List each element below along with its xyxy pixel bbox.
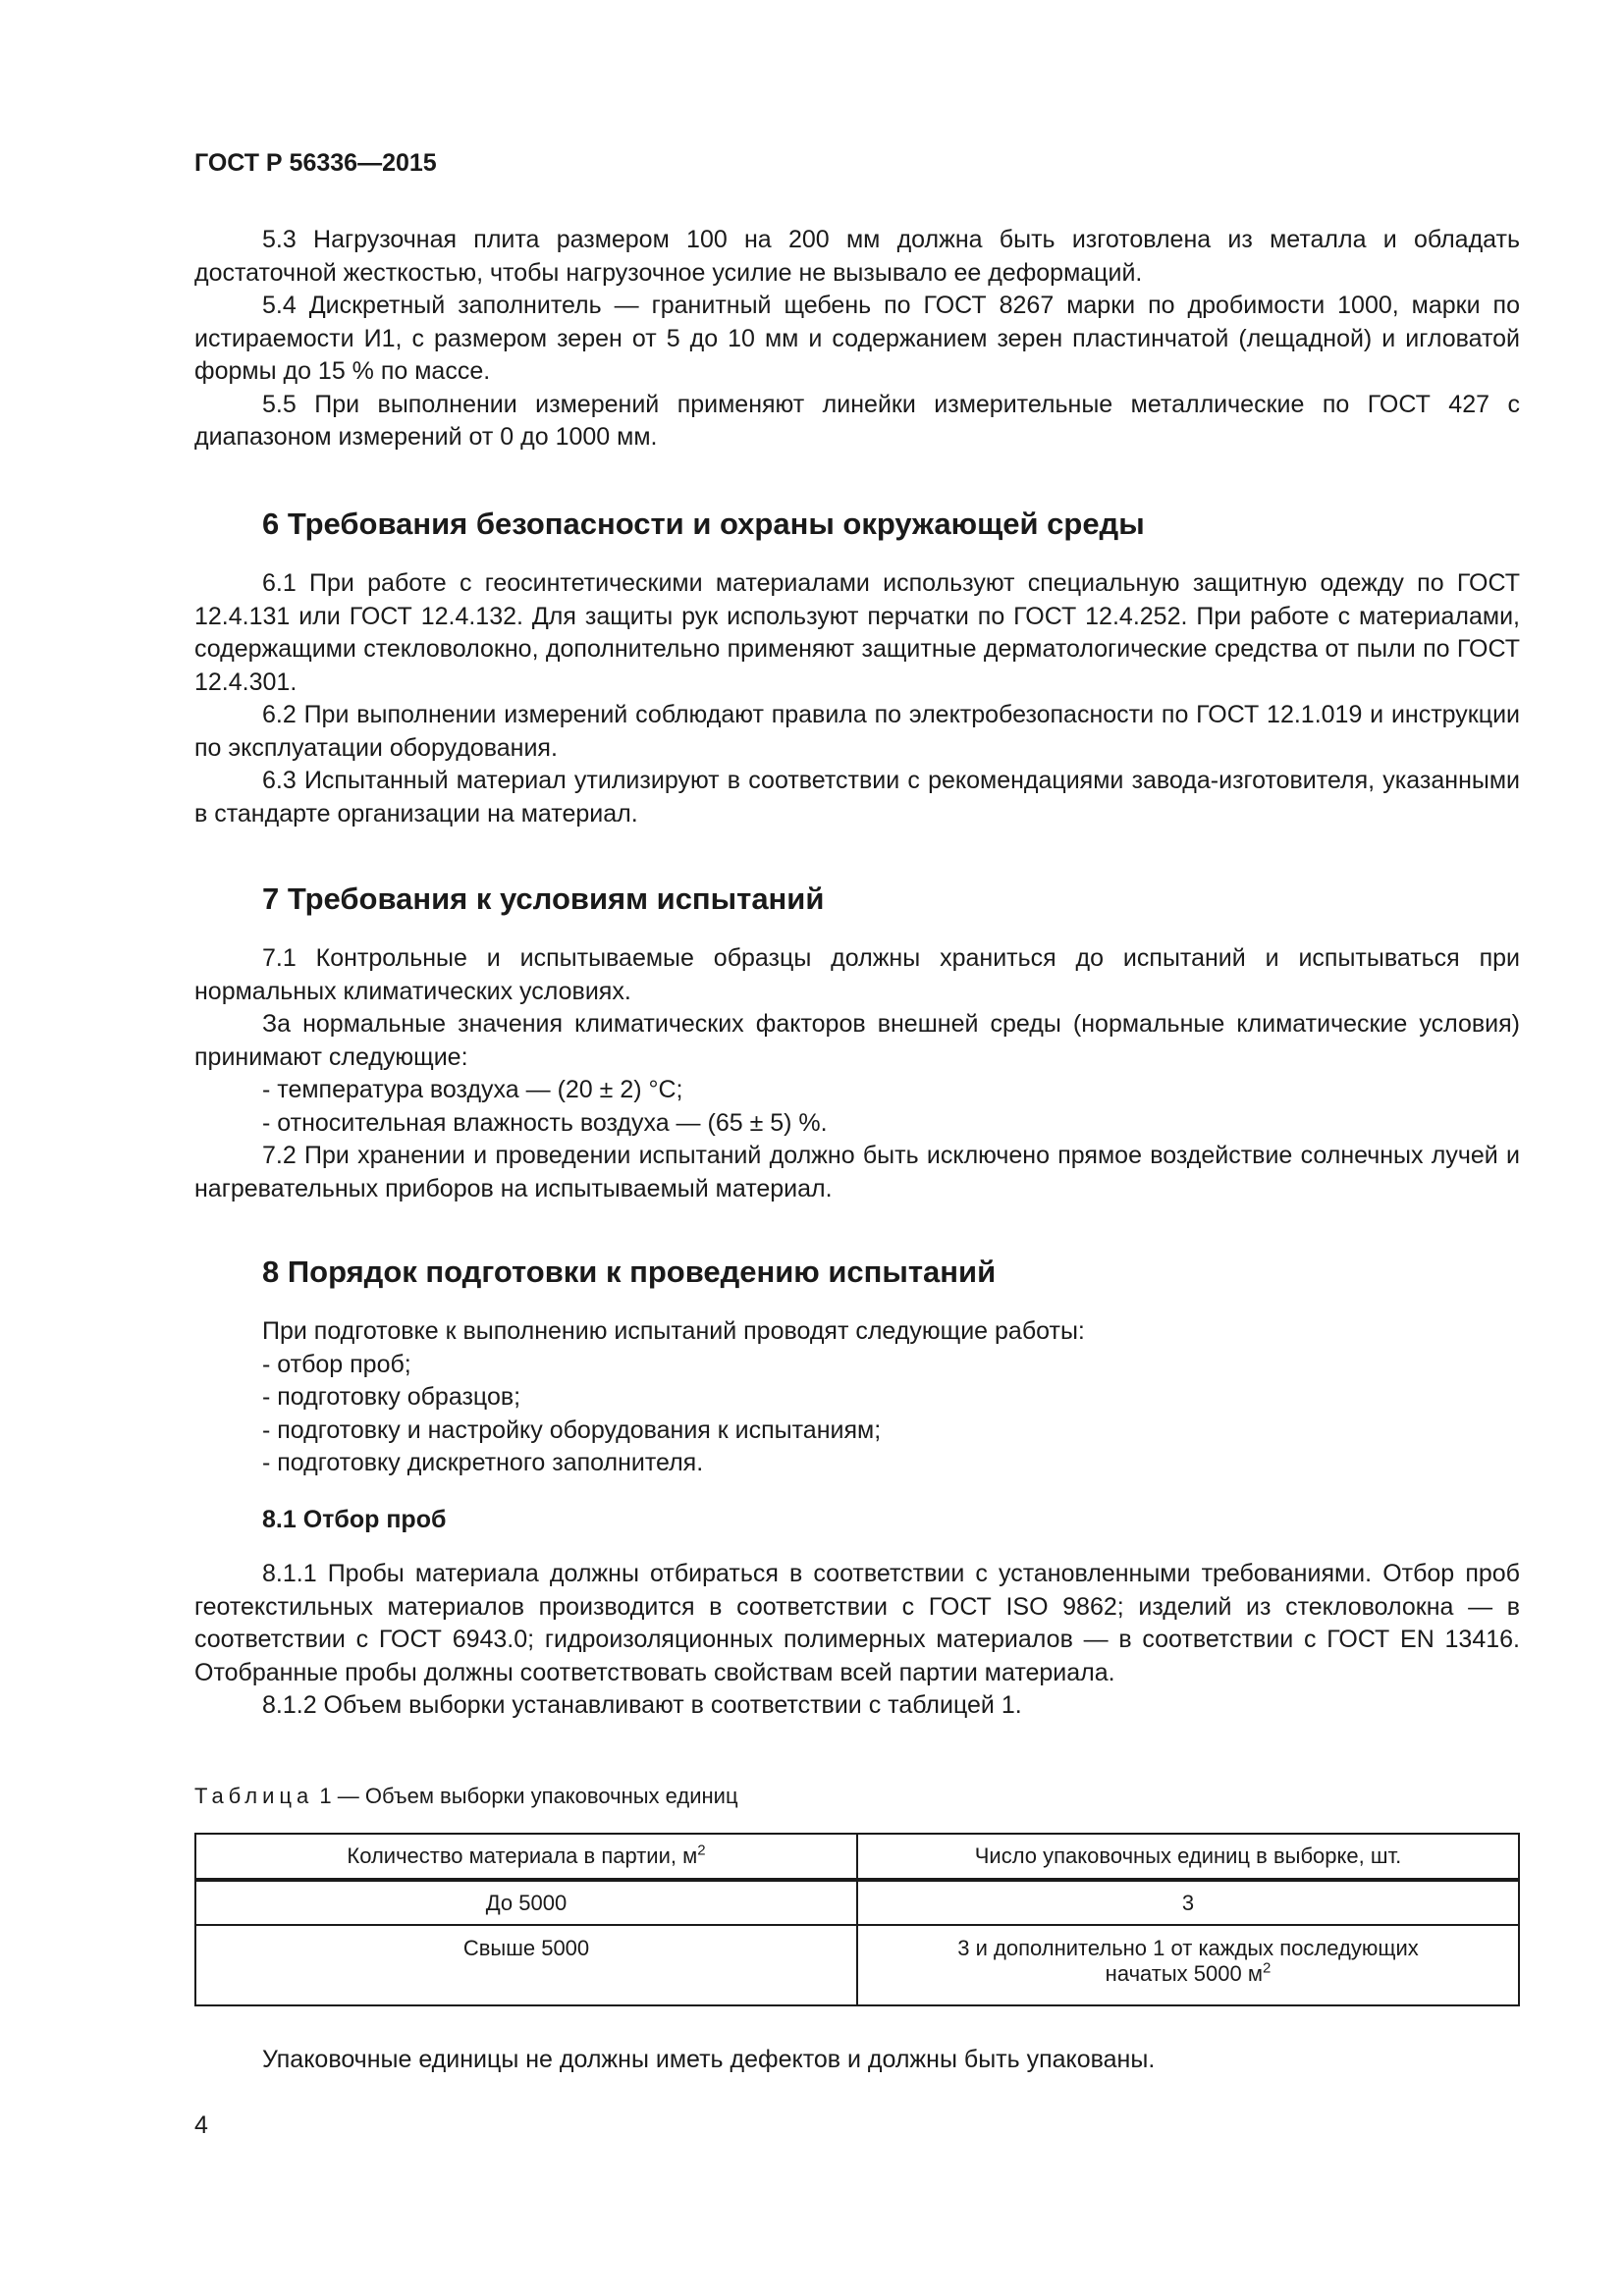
sample-size-table bbox=[194, 1833, 1520, 2006]
list-item: - температура воздуха — (20 ± 2) °С; bbox=[262, 1076, 683, 1103]
paragraph-5-3: 5.3 Нагрузочная плита размером 100 на 200 мм должна быть изготовлена из металла и обладать достаточной жесткостью, чтобы нагрузочное усилие не вызывало ее деформаций. bbox=[194, 226, 1520, 287]
paragraph-8-1-1: 8.1.1 Пробы материала должны отбираться в соответствии с установленными требованиями. Отбор проб геотекстильных материалов производится в соответствии с ГОСТ ISO 9862; изделий из стекловолокна — в соответствии с ГОСТ 6943.0; гидроизоляционных полимерных материалов — в соответствии с ГОСТ EN 13416. Отобранные пробы должны соответствовать свойствам всей партии материала. bbox=[194, 1560, 1520, 1686]
section-6-block bbox=[194, 567, 1520, 830]
list-item: - подготовку образцов; bbox=[262, 1383, 521, 1411]
section-8-heading: 8 Порядок подготовки к проведению испытаний bbox=[262, 1255, 997, 1289]
table-header-cell: Количество материала в партии, $м^2$ bbox=[195, 1834, 857, 1880]
table-header-row bbox=[195, 1834, 1519, 1880]
table-cell: Свыше 5000 bbox=[195, 1925, 857, 2005]
section-6-heading: 6 Требования безопасности и охраны окружающей среды bbox=[262, 507, 1145, 541]
paragraph-8-1-2: 8.1.2 Объем выборки устанавливают в соответствии с таблицей 1. bbox=[262, 1691, 1022, 1719]
paragraph-7-1: 7.1 Контрольные и испытываемые образцы должны храниться до испытаний и испытываться при нормальных климатических условиях. bbox=[194, 944, 1520, 1005]
section-7-block bbox=[194, 942, 1520, 1205]
list-item: - подготовку и настройку оборудования к испытаниям; bbox=[262, 1415, 882, 1444]
paragraph-6-3: 6.3 Испытанный материал утилизируют в соответствии с рекомендациями завода-изготовителя, указанными в стандарте организации на материал. bbox=[194, 767, 1520, 828]
subsection-8-1-block bbox=[194, 1558, 1520, 1723]
paragraph-6-2: 6.2 При выполнении измерений соблюдают правила по электробезопасности по ГОСТ 12.1.019 и инструкции по эксплуатации оборудования. bbox=[194, 701, 1520, 762]
table-cell: До 5000 bbox=[195, 1880, 857, 1925]
paragraph-5-5: 5.5 При выполнении измерений применяют линейки измерительные металлические по ГОСТ 427 с диапазоном измерений от 0 до 1000 мм. bbox=[194, 390, 1520, 451]
table-cell: 3 и дополнительно 1 от каждых последующих начатых 5000 $м^2$ bbox=[857, 1925, 1519, 2005]
table-caption bbox=[194, 1784, 738, 1809]
table-row bbox=[195, 1925, 1519, 2005]
page-number: 4 bbox=[194, 2111, 208, 2139]
paragraph-7-2: 7.2 При хранении и проведении испытаний должно быть исключено прямое воздействие солнечных лучей и нагревательных приборов на испытываемый материал. bbox=[194, 1142, 1520, 1202]
table-header-cell: Число упаковочных единиц в выборке, шт. bbox=[857, 1834, 1519, 1880]
subsection-8-1-heading: 8.1 Отбор проб bbox=[262, 1506, 447, 1533]
table-cell: 3 bbox=[857, 1880, 1519, 1925]
list-item: - подготовку дискретного заполнителя. bbox=[262, 1449, 704, 1476]
table-caption-label: Таблица bbox=[194, 1784, 314, 1808]
document-code: ГОСТ Р 56336—2015 bbox=[194, 149, 437, 177]
paragraph-7-1-conditions: За нормальные значения климатических факторов внешней среды (нормальные климатические условия) принимают следующие: bbox=[194, 1010, 1520, 1071]
table-row bbox=[195, 1880, 1519, 1925]
packaging-note: Упаковочные единицы не должны иметь дефектов и должны быть упакованы. bbox=[262, 2046, 1156, 2073]
list-item: - отбор проб; bbox=[262, 1350, 411, 1378]
section-7-heading: 7 Требования к условиям испытаний bbox=[262, 881, 825, 916]
list-item: - относительная влажность воздуха — (65 ± 5) %. bbox=[262, 1108, 828, 1137]
table-caption-title: 1 — Объем выборки упаковочных единиц bbox=[319, 1784, 738, 1808]
paragraph-8-intro: При подготовке к выполнению испытаний проводят следующие работы: bbox=[262, 1317, 1085, 1345]
section-8-block bbox=[194, 1315, 1520, 1480]
paragraph-5-4: 5.4 Дискретный заполнитель — гранитный щебень по ГОСТ 8267 марки по дробимости 1000, марки по истираемости И1, с размером зерен от 5 до 10 мм и содержанием зерен пластинчатой (лещадной) и игловатой формы до 15 % по массе. bbox=[194, 292, 1520, 385]
section-5-block bbox=[194, 224, 1520, 454]
paragraph-6-1: 6.1 При работе с геосинтетическими материалами используют специальную защитную одежду по ГОСТ 12.4.131 или ГОСТ 12.4.132. Для защиты рук используют перчатки по ГОСТ 12.4.252. При работе с материалами, содержащими стекловолокно, дополнительно применяют защитные дерматологические средства от пыли по ГОСТ 12.4.301. bbox=[194, 569, 1520, 696]
